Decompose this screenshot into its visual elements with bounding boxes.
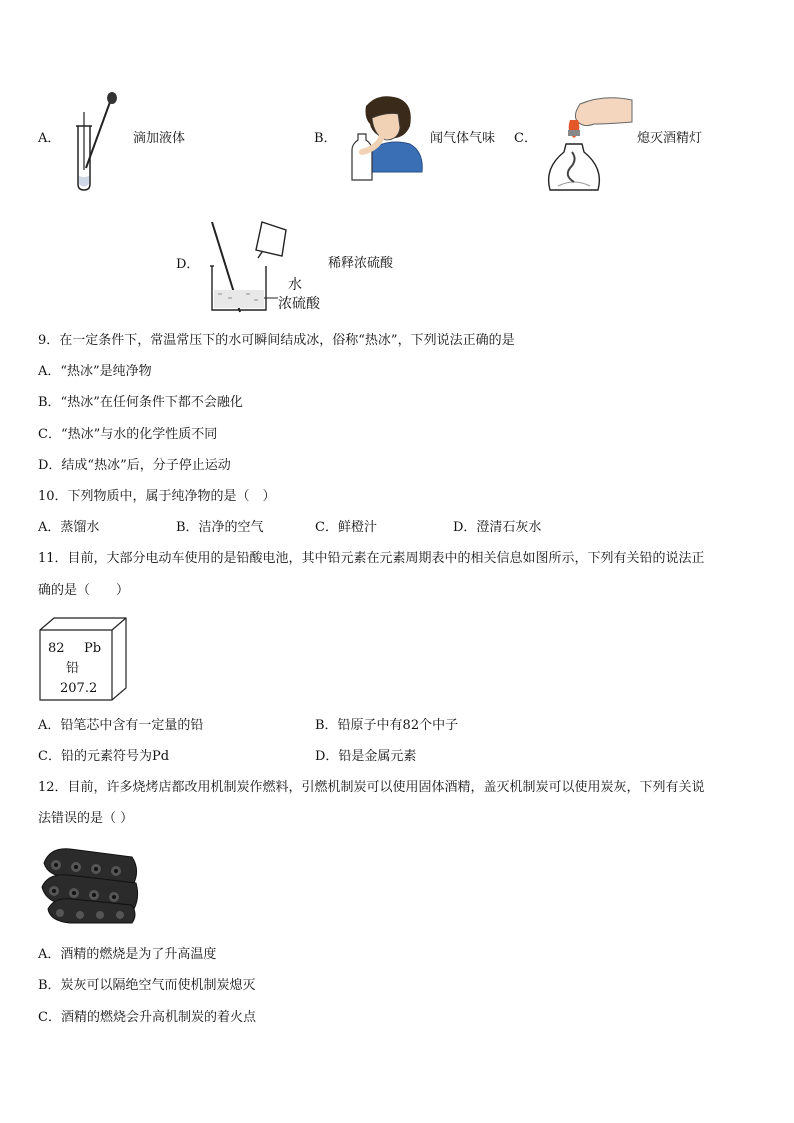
q11-option-d: D．铅是金属元素 (315, 749, 417, 764)
q9-option-b: B．“热冰”在任何条件下都不会融化 (38, 395, 243, 410)
q11-option-b: B．铅原子中有82个中子 (315, 718, 459, 733)
q9-option-a: A．“热冰”是纯净物 (38, 364, 152, 379)
q10-stem: 10．下列物质中，属于纯净物的是（ ） (38, 489, 276, 504)
q9-option-d: D．结成“热冰”后，分子停止运动 (38, 458, 231, 473)
smelling-gas-illustration (348, 92, 424, 184)
element-name: 铅 (66, 661, 80, 676)
q9-stem: 9．在一定条件下，常温常压下的水可瞬间结成冰，俗称“热冰”，下列说法正确的是 (38, 333, 515, 348)
q8-option-d-letter: D． (176, 257, 200, 272)
dropper-test-tube-illustration (70, 92, 130, 194)
q8-option-a-letter: A． (38, 131, 61, 146)
q11-stem-line2: 确的是（ ） (38, 583, 130, 598)
q10-option-d: D．澄清石灰水 (453, 520, 542, 535)
element-atomic-mass: 207.2 (60, 681, 98, 696)
element-atomic-number: 82 (48, 641, 65, 656)
q11-option-c: C．铅的元素符号为Pd (38, 749, 170, 764)
q11-stem-line1: 11．目前，大部分电动车使用的是铅酸电池，其中铅元素在元素周期表中的相关信息如图所示，下列有关铅的说法正 (38, 551, 705, 566)
periodic-table-cell (38, 616, 128, 702)
q8-option-b-letter: B． (314, 131, 337, 146)
q12-stem-line1: 12．目前，许多烧烤店都改用机制炭作燃料，引燃机制炭可以使用固体酒精，盖灭机制炭可以使用炭灰，下列有关说 (38, 780, 705, 795)
q9-option-c: C．“热冰”与水的化学性质不同 (38, 427, 218, 442)
q11-option-a: A．铅笔芯中含有一定量的铅 (38, 718, 204, 733)
element-symbol: Pb (84, 641, 102, 656)
alcohol-lamp-illustration (544, 94, 634, 194)
q10-option-a: A．蒸馏水 (38, 520, 100, 535)
acid-label: 浓硫酸 (278, 295, 320, 311)
q12-option-c: C．酒精的燃烧会升高机制炭的着火点 (38, 1010, 256, 1025)
q8-option-d-caption: 稀释浓硫酸 (328, 256, 394, 271)
q8-option-c-letter: C． (514, 131, 537, 146)
q12-stem-line2: 法错误的是（ ） (38, 811, 134, 826)
q8-option-b-caption: 闻气体气味 (430, 131, 496, 146)
q8-option-a-caption: 滴加液体 (133, 131, 186, 146)
q10-option-b: B．洁净的空气 (176, 520, 264, 535)
charcoal-briquettes-photo (40, 843, 140, 925)
water-label: 水 (288, 276, 302, 292)
q8-option-c-caption: 熄灭酒精灯 (637, 131, 703, 146)
q12-option-b: B．炭灰可以隔绝空气而使机制炭熄灭 (38, 978, 256, 993)
q12-option-a: A．酒精的燃烧是为了升高温度 (38, 947, 217, 962)
q10-option-c: C．鲜橙汁 (315, 520, 377, 535)
